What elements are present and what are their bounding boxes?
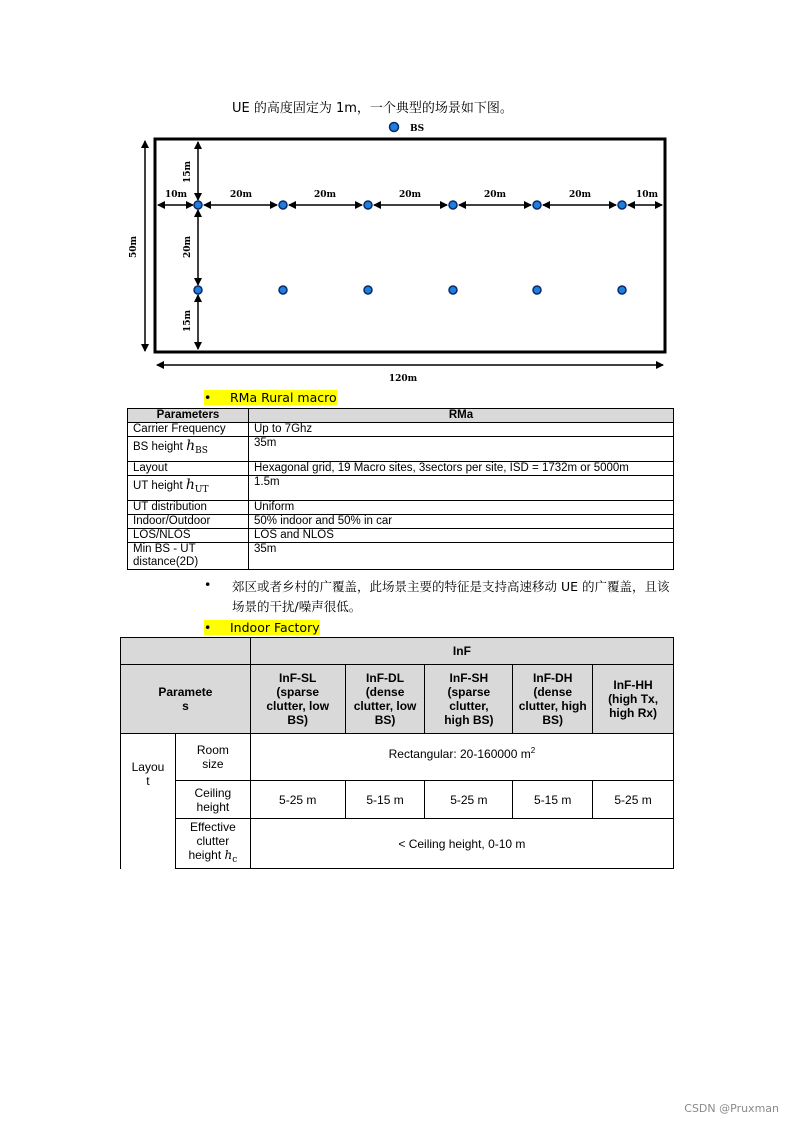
- table-cell: [250, 734, 673, 781]
- table-header: RMa: [249, 409, 674, 423]
- column-desc: BS): [374, 713, 396, 727]
- table-cell: [128, 437, 249, 462]
- bullet-inf: • Indoor Factory: [204, 620, 320, 635]
- subscript: c: [232, 855, 238, 865]
- column-name: InF-SH: [449, 671, 489, 685]
- params-header: [121, 665, 251, 734]
- table-header-empty: [121, 638, 251, 665]
- row-label-line: Room: [196, 743, 229, 757]
- symbol: h: [185, 477, 195, 493]
- table-row: [128, 476, 674, 501]
- row-label-line: height: [196, 799, 230, 814]
- row-label-line: size: [202, 757, 224, 771]
- table-row: [128, 437, 674, 462]
- bs-label: BS: [410, 124, 425, 134]
- param-line: distance(2D): [133, 556, 199, 568]
- layout-label-line: t: [146, 774, 150, 788]
- right-offset-label: 10m: [635, 190, 659, 200]
- column-desc: clutter, low: [266, 699, 330, 713]
- row-label-line: clutter: [196, 834, 230, 848]
- ue-marker: [533, 201, 541, 209]
- spacing-label: 20m: [398, 190, 422, 200]
- table-cell: < Ceiling height, 0-10 m: [250, 819, 673, 869]
- column-header: [250, 665, 345, 734]
- ue-marker: [449, 286, 457, 294]
- intro-text: UE 的高度固定为 1m，一个典型的场景如下图。: [232, 101, 513, 116]
- bullet-rma-label: RMa Rural macro: [230, 390, 337, 405]
- ue-marker: [533, 286, 541, 294]
- column-desc: BS): [542, 713, 564, 727]
- spacing-label: 20m: [568, 190, 592, 200]
- table-cell: 5-25 m: [593, 781, 674, 819]
- table-header-row: [121, 638, 674, 665]
- table-row: [128, 515, 674, 529]
- params-label: Paramete: [158, 685, 213, 699]
- column-name: InF-HH: [613, 678, 653, 692]
- table-cell: LOS and NLOS: [249, 529, 674, 543]
- table-header-row: [121, 665, 674, 734]
- table-row: [128, 529, 674, 543]
- ue-marker: [364, 201, 372, 209]
- table-cell: 5-25 m: [250, 781, 345, 819]
- row-label: [175, 734, 250, 781]
- table-cell: Up to 7Ghz: [249, 423, 674, 437]
- table-cell: 35m: [249, 543, 674, 570]
- row-spacing-label: 20m: [183, 235, 193, 259]
- row-label-text: height: [188, 848, 222, 862]
- column-header: [425, 665, 513, 734]
- row-label: [175, 781, 250, 819]
- table-row: [128, 423, 674, 437]
- ue-marker: [618, 286, 626, 294]
- spacing-label: 20m: [313, 190, 337, 200]
- param-label: UT height: [133, 480, 183, 492]
- params-label: s: [182, 699, 189, 713]
- table-row: [128, 462, 674, 476]
- area-boundary: [155, 139, 665, 352]
- spacing-label: 20m: [483, 190, 507, 200]
- subscript: BS: [195, 446, 208, 456]
- table-cell: Indoor/Outdoor: [128, 515, 249, 529]
- table-cell: Carrier Frequency: [128, 423, 249, 437]
- ue-marker: [449, 201, 457, 209]
- table-cell: 5-15 m: [513, 781, 593, 819]
- ue-marker: [618, 201, 626, 209]
- bullet-rma: • RMa Rural macro: [204, 390, 337, 405]
- column-desc: (sparse clutter,: [447, 685, 491, 713]
- cn-paragraph: 郊区或者乡村的广覆盖，此场景主要的特征是支持高速移动 UE 的广覆盖，且该场景的干扰/噪声很低。: [232, 579, 670, 614]
- superscript: 2: [530, 746, 536, 755]
- column-header: [513, 665, 593, 734]
- ue-marker: [279, 201, 287, 209]
- column-header: [593, 665, 674, 734]
- height-label: 50m: [129, 235, 139, 259]
- table-cell: Layout: [128, 462, 249, 476]
- table-row: [128, 543, 674, 570]
- table-row: [121, 781, 674, 819]
- bs-marker: [390, 123, 399, 132]
- column-desc: high Rx): [609, 706, 658, 720]
- column-desc: (sparse: [276, 685, 320, 699]
- symbol: h: [224, 848, 233, 862]
- left-offset-label: 10m: [164, 190, 188, 200]
- table-row: [121, 819, 674, 869]
- rma-table: [127, 408, 674, 570]
- table-cell: 5-25 m: [425, 781, 513, 819]
- table-cell: [128, 543, 249, 570]
- table-header: Parameters: [128, 409, 249, 423]
- table-cell: Hexagonal grid, 19 Macro sites, 3sectors per site, ISD = 1732m or 5000m: [249, 462, 674, 476]
- table-cell: Uniform: [249, 501, 674, 515]
- room-size-value: Rectangular: 20-160000 m: [388, 747, 531, 761]
- ue-marker: [279, 286, 287, 294]
- column-desc: high BS): [444, 713, 494, 727]
- bottom-offset-label: 15m: [183, 309, 193, 333]
- width-label: 120m: [388, 374, 418, 384]
- subscript: UT: [194, 485, 209, 495]
- ue-marker: [364, 286, 372, 294]
- table-header: InF: [250, 638, 673, 665]
- scenario-diagram: [120, 118, 680, 390]
- table-cell: 35m: [249, 437, 674, 462]
- table-cell: LOS/NLOS: [128, 529, 249, 543]
- column-name: InF-DL: [366, 671, 405, 685]
- bullet-cn-dot: •: [204, 577, 212, 592]
- footer-watermark: CSDN @Pruxman: [684, 1102, 779, 1115]
- param-label: BS height: [133, 441, 183, 453]
- column-name: InF-DH: [533, 671, 573, 685]
- table-cell: 50% indoor and 50% in car: [249, 515, 674, 529]
- column-desc: (dense: [365, 685, 405, 699]
- row-label-line: Effective: [189, 820, 236, 834]
- table-cell: [128, 476, 249, 501]
- column-name: InF-SL: [279, 671, 317, 685]
- column-desc: BS): [287, 713, 309, 727]
- ue-marker: [194, 201, 202, 209]
- top-offset-label: 15m: [183, 160, 193, 184]
- symbol: h: [186, 438, 196, 454]
- column-header: [345, 665, 425, 734]
- layout-label: [121, 734, 176, 869]
- column-desc: (high Tx,: [608, 692, 659, 706]
- row-label-line: [178, 848, 248, 867]
- table-cell: 1.5m: [249, 476, 674, 501]
- table-header-row: [128, 409, 674, 423]
- column-desc: (dense: [533, 685, 573, 699]
- param-line: Min BS - UT: [133, 543, 196, 555]
- inf-table: [120, 637, 674, 869]
- table-cell: UT distribution: [128, 501, 249, 515]
- spacing-label: 20m: [229, 190, 253, 200]
- row-label-line: Ceiling: [194, 785, 232, 800]
- ue-marker: [194, 286, 202, 294]
- table-cell: 5-15 m: [345, 781, 425, 819]
- column-desc: clutter, low: [353, 699, 417, 713]
- bullet-inf-label: Indoor Factory: [230, 620, 320, 635]
- column-desc: clutter, high: [518, 699, 587, 713]
- table-row: [128, 501, 674, 515]
- row-label: [175, 819, 250, 869]
- layout-label-line: Layou: [131, 760, 165, 774]
- table-row: [121, 734, 674, 781]
